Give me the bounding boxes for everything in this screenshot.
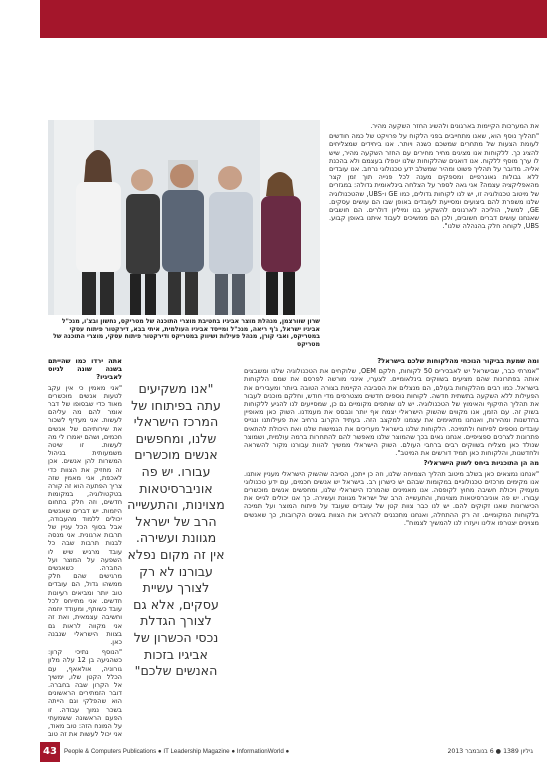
page-footer xyxy=(40,742,547,762)
paragraph: "אנחנו נמצאים כאן בשלב מיטוב תהליך הצמיחה שלנו, וזה כן ייתכן, הסיבה שהשוק הישראלי מעניין אותנו. אנו מקימים מרכזים טכנולוגיים במקומות שבהם יש כישרון רב. בישראל יש אנשים חכמים, עם ידע טכנולוגי מעמיק ויכולת חשיבה מחוץ לקופסה. אנו מאמינים שהמרכז הישראלי שלנו, ומחפשים אנשים מוכשרים עבורו. יש פה אוניברסיטאות מצוינות, והתעשייה הרב של ישראל מגוונת ועשירה. כך אנו יכולים לגייס את הכישרונות שאנו זקוקים להם. יש לנו כבר צוות קטן של עובדים שעובד על פיתוח המוצר ועל תמיכה בלקוחות המקומיים. זה רק ההתחלה, ואנחנו מתכננים להרחיב את הצוות בשנים הקרובות, כך שאנשים מצוינים יצטרפו אלינו ויעזרו לנו להמשיך לצמוח". xyxy=(244,469,539,527)
section-heading: מה הן התוכניות ביחס לשוק הישראלי? xyxy=(423,459,539,468)
group-photo xyxy=(48,120,320,315)
people-illustration xyxy=(48,120,320,315)
footer-publications: People & Computers Publications ● IT Leadership Magazine ● InformationWorld ● xyxy=(64,748,290,755)
top-color-bar xyxy=(40,0,547,38)
paragraph: "תהליך נוסף הוא, שאנו מתחייבים בפני הלקוח על פרויקט של כמה חודשים לעומת הצעות של מתחרים שמשכם כשנה ויותר. אנו ביחידים שמצליחים להציג כך. ללקוחות אנו מציגים מחיר מחירים עם החזר השקעה מהיר, שיש לו ערך מוסף ללקוח. אנו דואגים שהלקוחות שלנו יטפלו בעצמם ולא בהכנת אליה. מדובר על תהליך פשוט ומהיר שמשלב ידע טכנולוגי נרחב. אנו עובדים ללא גבולות גאוגרפיים ומספקים מענה לכל פנייה תוך זמן קצר מהאפליקציה עצמה? אני גאה לספר על הצלחה בינלאומית גדולה: במגזרים של מיטוב טכנולוגיה זו, יש לנו לקוחות גדולים, כמו GE ו-UBS, שהטכנולוגיה שלנו משפרת להם ביצועים ומסייעת לעובדים באופן שבו הם עושים עסקים. GE, למשל, הוליכה לארגונים להשקיע בנו ומיליון דולרים. הם חושבים שאנחנו עושים דברים חשובים, ולכן הם ממשיכים לעבוד איתנו באופן קבוע. UBS, לקוחה חלק בהנהלה שלנו". xyxy=(329,132,539,231)
section-heading: ומה שמעת בביקור הנוכחי מהלקוחות שלכם בישראל? xyxy=(377,357,539,365)
paragraph: "אמרתי כבר, שבישראל יש לאבכירים 50 לקוחות, חלקם OEM, שלוקחים את הטכנולוגיה שלנו ומשבצים אותה בפתרונות שהם מציעים בשווקים בינלאומיים. לצערי, אינני מורשה לפרסם את שמם הלקוחות בישראל. כמו רבים מהלקוחות בעולם, הם מנצלים את הסביבה הקיימת בצורה הטובה ביותר ומעבירים את הפעילות ללא השקעה בתשתית חדשה. לקוחות נוספים חדשים מצטרפים מדי חודש, וחלקם מוכנים לעבור את תהליך התיקוף והאימוץ של הטכנולוגיה. יש לנו שותפים מקומיים גם כן, שמסייעים לנו להגיע ללקוחות בשוק זה. עם הזמן, אנו מקווים שהשוק הישראלי יצמח אף יותר ונבסס את מעמדנו. השוק כאן מאופיין בחדשנות ומהירות, ואנחנו מתאימים את עצמנו למקצב הזה. בעתיד הקרוב נרחיב את פעילותנו ונגייס עובדים נוספים לפיתוח ולתמיכה. הלקוחות שלנו בישראל מעריכים את הגמישות שלנו ואת היכולת להתאים פתרונות לצרכים ספציפיים. אנחנו גאים בכך שהמוצר שלנו מאפשר להם להתחרות ברמה עולמית, ושמוצר שנולד כאן מצליח בשווקים רבים ברחבי העולם. השוק הישראלי ממשיך להוות עבורנו מקור להשראה ולחדשנות, והלקוחות כאן תמיד דורשים את המיטב". xyxy=(244,367,539,458)
paragraph: את המערכות הקיימות בארגונים ולהשיג החזר השקעה מהיר. xyxy=(370,122,539,130)
pull-quote: "אנו משקיעים עתה בפיתוחו של המרכז הישראלי שלנו, ומחפשים אנשים מוכשרים עבורו. יש פה אוניברסיטאות מצוינות, והתעשייה הרב של ישראל מגוונת ועשירה. אין זה מקום נפלא עבורנו לא רק לצורך עשיית עסקים, אלא גם לצורך הגדלת נכסי הכשרון של אביגיו בזכות האנשים שלכם" xyxy=(127,381,225,679)
footer-issue-date: גיליון 1389 ● 6 בנובמבר 2013 xyxy=(447,748,533,755)
article-column-main xyxy=(244,355,539,738)
article-column-left xyxy=(48,355,122,738)
paragraph: "אני מאמין כי אין עקב לטעות אנשים מוכשרים מאוד כדי שבסופו של דבר אומר להם מה עליהם לעשות. אני מעדיף לשכור את שירותיהם של אנשים חכמים, ושהם יאמרו לי מה לעשות. זו שיטה משמעותית בניהול המשרות להן אנשים. אכן זה מחזיק את הצוות כדי לאכפת, אני מאמין שזה צריך הפתעה הוא זה קורה בטקטולוגיה, במקומות חדשים, וזה חלק בתחום היזמות. יש דברים שאנשים יכולים ללמוד מהעבודה, אבל בסוף הכל עניין של תרבות ארגונית. אני מנסה לבנות תרבות שבה כל עובד מרגיש שיש לו השפעה על המוצר ועל החברה. כשאנשים מרגישים שהם חלק ממשהו גדול, הם עובדים טוב יותר ומביאים רעיונות חדשים. אני מתייחס לכל עובד כשותף, ומעודד יוזמה וחשיבה עצמאית, ואת זה אני מקווה לראות גם בצוות הישראלי שנבנה כאן. xyxy=(48,383,122,646)
paragraph: "הנוסף נתיכי קרון: כשהגיעה בן 12 עלה מלון גורוניה, אולאאף, עם הכלל הקטן שלו, ימשיך אל הקרון שבה בחברה. דובר הזמתירים הראשונים הוא שהפלקי וגם הייתה בשכר נמוך עבודה. זו הפעם הראשונה ששמעתי על המונח הזה: טוב מאוד, אני יכול לעשות את זה טוב xyxy=(48,648,122,738)
article-column-right xyxy=(329,122,539,374)
section-heading: אתה ירדו כמו שהייתם בשנה שונה לגיוס לאביגיו? xyxy=(48,357,122,382)
photo-caption: שרון שוורצמן, מנהלת מוצר אביגיו בחטיבת מוצרי התוכנה של מטריקס, נחשון ובצ'ו, מנכ"ל אביגיו ישראל, ג'ף ריאה, מנכ"ל ומייסד אביגיו העולמית, איתי בבא, דירקטור פיתוח עסקי במטריקס, ואבי קורן, מנהל פעילות ושיווק במטריקס ודירקטור פיתוח עסקי, מוצרי התוכנה של מטריקס xyxy=(53,318,320,348)
page-number: 43 xyxy=(40,742,60,762)
